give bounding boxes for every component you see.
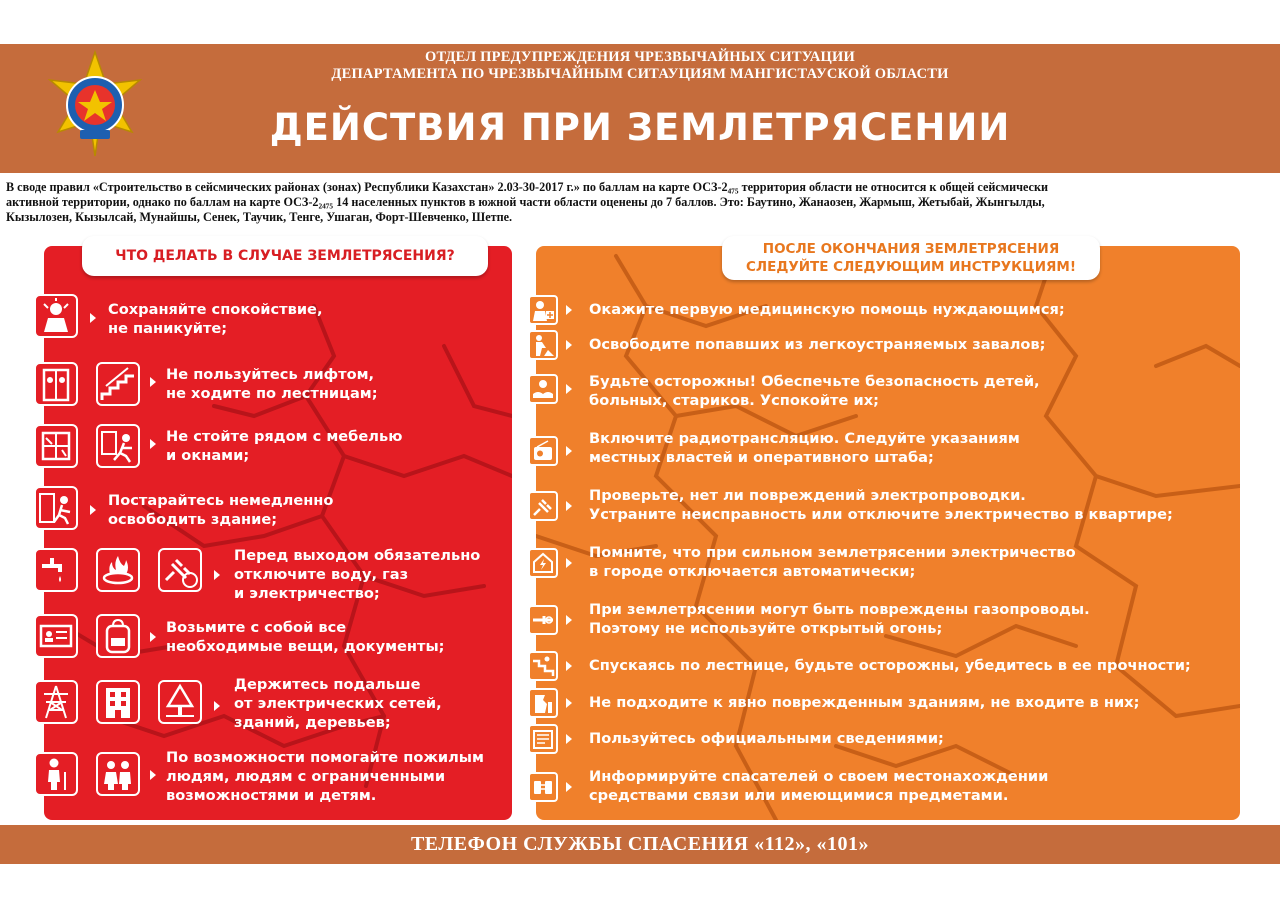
stairs-icon	[96, 362, 140, 406]
left-item-6-line-1: Возьмите с собой все	[166, 619, 347, 636]
water-tap-icon	[34, 548, 78, 592]
arrow-marker	[566, 501, 572, 511]
left-item-2-text	[166, 365, 378, 403]
right-item-2-text	[589, 335, 1046, 354]
left-item-5-line-1: Перед выходом обязательно	[234, 547, 481, 564]
left-item-4-text	[108, 491, 333, 529]
arrow-marker	[566, 340, 572, 350]
left-item-3-text	[166, 427, 402, 465]
intro-line-3: Кызылозен, Кызылсай, Мунайшы, Сенек, Таучик, Тенге, Ушаган, Форт-Шевченко, Шетпе.	[6, 210, 513, 224]
rescue-phone-text: ТЕЛЕФОН СЛУЖБЫ СПАСЕНИЯ «112», «101»	[410, 833, 870, 855]
left-panel-heading: ЧТО ДЕЛАТЬ В СЛУЧАЕ ЗЕМЛЕТРЯСЕНИЯ?	[82, 236, 488, 276]
arrow-marker	[150, 632, 156, 642]
building-icon	[96, 680, 140, 724]
arrow-marker	[150, 377, 156, 387]
running-from-window-icon	[96, 424, 140, 468]
communication-icon	[528, 772, 558, 802]
department-line-1: ОТДЕЛ ПРЕДУПРЕЖДЕНИЯ ЧРЕЗВЫЧАЙНЫХ СИТУАЦИИ	[425, 49, 855, 65]
intro-paragraph	[6, 180, 1274, 225]
right-panel-heading	[722, 236, 1100, 280]
arrow-marker	[90, 505, 96, 515]
arrow-marker	[566, 446, 572, 456]
arrow-marker	[150, 439, 156, 449]
documents-icon	[34, 614, 78, 658]
plug-icon	[158, 548, 202, 592]
left-item-2-line-1: Не пользуйтесь лифтом,	[166, 366, 375, 383]
right-item-8-text	[589, 656, 1191, 675]
arrow-marker	[566, 782, 572, 792]
right-item-11-text	[589, 767, 1048, 805]
protect-people-icon	[528, 374, 558, 404]
right-item-10-text	[589, 729, 944, 748]
left-item-5-text	[234, 546, 480, 603]
arrow-marker	[214, 570, 220, 580]
right-item-4-line-2: местных властей и оперативного штаба;	[589, 449, 934, 466]
stairs-descend-icon	[528, 651, 558, 681]
arrow-marker	[566, 698, 572, 708]
left-item-4-line-2: освободить здание;	[108, 511, 278, 528]
left-item-1-text	[108, 300, 323, 338]
arrow-marker	[566, 615, 572, 625]
right-heading-line-2: СЛЕДУЙТЕ СЛЕДУЮЩИМ ИНСТРУКЦИЯМ!	[745, 259, 1076, 275]
right-item-5-text	[589, 486, 1173, 524]
arrow-marker	[150, 770, 156, 780]
left-item-7-line-2: от электрических сетей,	[234, 695, 442, 712]
gas-pipe-icon	[528, 605, 558, 635]
left-item-7-line-3: зданий, деревьев;	[234, 714, 391, 731]
right-item-8-line-1: Спускаясь по лестнице, будьте осторожны, убедитесь в ее прочности;	[589, 657, 1191, 674]
right-item-3-line-2: больных, стариков. Успокойте их;	[589, 392, 879, 409]
rubble-rescue-icon	[528, 330, 558, 360]
left-item-8-text	[166, 748, 484, 805]
right-item-1-line-1: Окажите первую медицинскую помощь нуждающимся;	[589, 301, 1065, 318]
right-item-6-line-2: в городе отключается автоматически;	[589, 563, 916, 580]
left-item-5-line-3: и электричество;	[234, 585, 380, 602]
right-item-9-text	[589, 693, 1139, 712]
right-item-4-text	[589, 429, 1020, 467]
tree-icon	[158, 680, 202, 724]
left-item-7-line-1: Держитесь подальше	[234, 676, 421, 693]
right-item-2-line-1: Освободите попавших из легкоустраняемых завалов;	[589, 336, 1046, 353]
damaged-building-icon	[528, 688, 558, 718]
left-item-4-line-1: Постарайтесь немедленно	[108, 492, 334, 509]
children-icon	[96, 752, 140, 796]
arrow-marker	[566, 558, 572, 568]
elderly-person-icon	[34, 752, 78, 796]
poster-title: ДЕЙСТВИЯ ПРИ ЗЕМЛЕТРЯСЕНИИ	[269, 106, 1011, 149]
arrow-marker	[566, 305, 572, 315]
broken-window-icon	[34, 424, 78, 468]
arrow-marker	[90, 313, 96, 323]
left-item-5-line-2: отключите воду, газ	[234, 566, 409, 583]
right-item-7-line-1: При землетрясении могут быть повреждены газопроводы.	[589, 601, 1090, 618]
backpack-icon	[96, 614, 140, 658]
left-item-6-line-2: необходимые вещи, документы;	[166, 638, 445, 655]
right-item-7-text	[589, 600, 1090, 638]
right-item-11-line-1: Информируйте спасателей о своем местонахождении	[589, 768, 1049, 785]
house-power-icon	[528, 548, 558, 578]
arrow-marker	[566, 734, 572, 744]
left-item-2-line-2: не ходите по лестницам;	[166, 385, 378, 402]
left-item-1-line-2: не паникуйте;	[108, 320, 228, 337]
department-line-2: ДЕПАРТАМЕНТА ПО ЧРЕЗВЫЧАЙНЫМ СИТАУЦИЯМ МАНГИСТАУСКОЙ ОБЛАСТИ	[331, 66, 949, 82]
arrow-marker	[566, 661, 572, 671]
left-item-8-line-3: возможностями и детям.	[166, 787, 377, 804]
left-item-3-line-1: Не стойте рядом с мебелью	[166, 428, 403, 445]
left-item-6-text	[166, 618, 445, 656]
intro-line-2: активной территории, однако по баллам на карте ОСЗ-2₂₄₇₅ 14 населенных пунктов в южной части области оценены до 7 баллов. Это: Баутино, Жанаозен, Жармыш, Жетыбай, Жынгылды,	[6, 195, 1045, 209]
newspaper-icon	[528, 724, 558, 754]
first-aid-icon	[528, 295, 558, 325]
right-item-5-line-1: Проверьте, нет ли повреждений электропроводки.	[589, 487, 1026, 504]
right-item-7-line-2: Поэтому не используйте открытый огонь;	[589, 620, 943, 637]
elevator-icon	[34, 362, 78, 406]
intro-line-1: В своде правил «Строительство в сейсмических районах (зонах) Республики Казахстан» 2.03-30-2017 г.» по баллам на карте ОСЗ-2₄₇₅ территория области не относится к общей сейсмически	[6, 180, 1049, 194]
right-item-5-line-2: Устраните неисправность или отключите электричество в квартире;	[589, 506, 1173, 523]
right-item-3-line-1: Будьте осторожны! Обеспечьте безопасность детей,	[589, 373, 1040, 390]
right-item-6-line-1: Помните, что при сильном землетрясении электричество	[589, 544, 1076, 561]
left-item-7-text	[234, 675, 442, 732]
arrow-marker	[566, 384, 572, 394]
left-item-1-line-1: Сохраняйте спокойствие,	[108, 301, 323, 318]
power-line-icon	[34, 680, 78, 724]
radio-icon	[528, 436, 558, 466]
left-item-8-line-2: людям, людям с ограниченными	[166, 768, 446, 785]
left-item-3-line-2: и окнами;	[166, 447, 250, 464]
right-heading-line-1: ПОСЛЕ ОКОНЧАНИЯ ЗЕМЛЕТРЯСЕНИЯ	[762, 241, 1060, 257]
right-item-9-line-1: Не подходите к явно поврежденным зданиям, не входите в них;	[589, 694, 1140, 711]
wiring-icon	[528, 491, 558, 521]
right-item-10-line-1: Пользуйтесь официальными сведениями;	[589, 730, 944, 747]
arrow-marker	[214, 701, 220, 711]
right-item-1-text	[589, 300, 1065, 319]
right-item-3-text	[589, 372, 1040, 410]
right-item-11-line-2: средствами связи или имеющимися предметами.	[589, 787, 1009, 804]
panicking-person-icon	[34, 294, 78, 338]
right-item-4-line-1: Включите радиотрансляцию. Следуйте указаниям	[589, 430, 1020, 447]
left-item-8-line-1: По возможности помогайте пожилым	[166, 749, 484, 766]
right-item-6-text	[589, 543, 1076, 581]
gas-burner-icon	[96, 548, 140, 592]
exit-building-icon	[34, 486, 78, 530]
